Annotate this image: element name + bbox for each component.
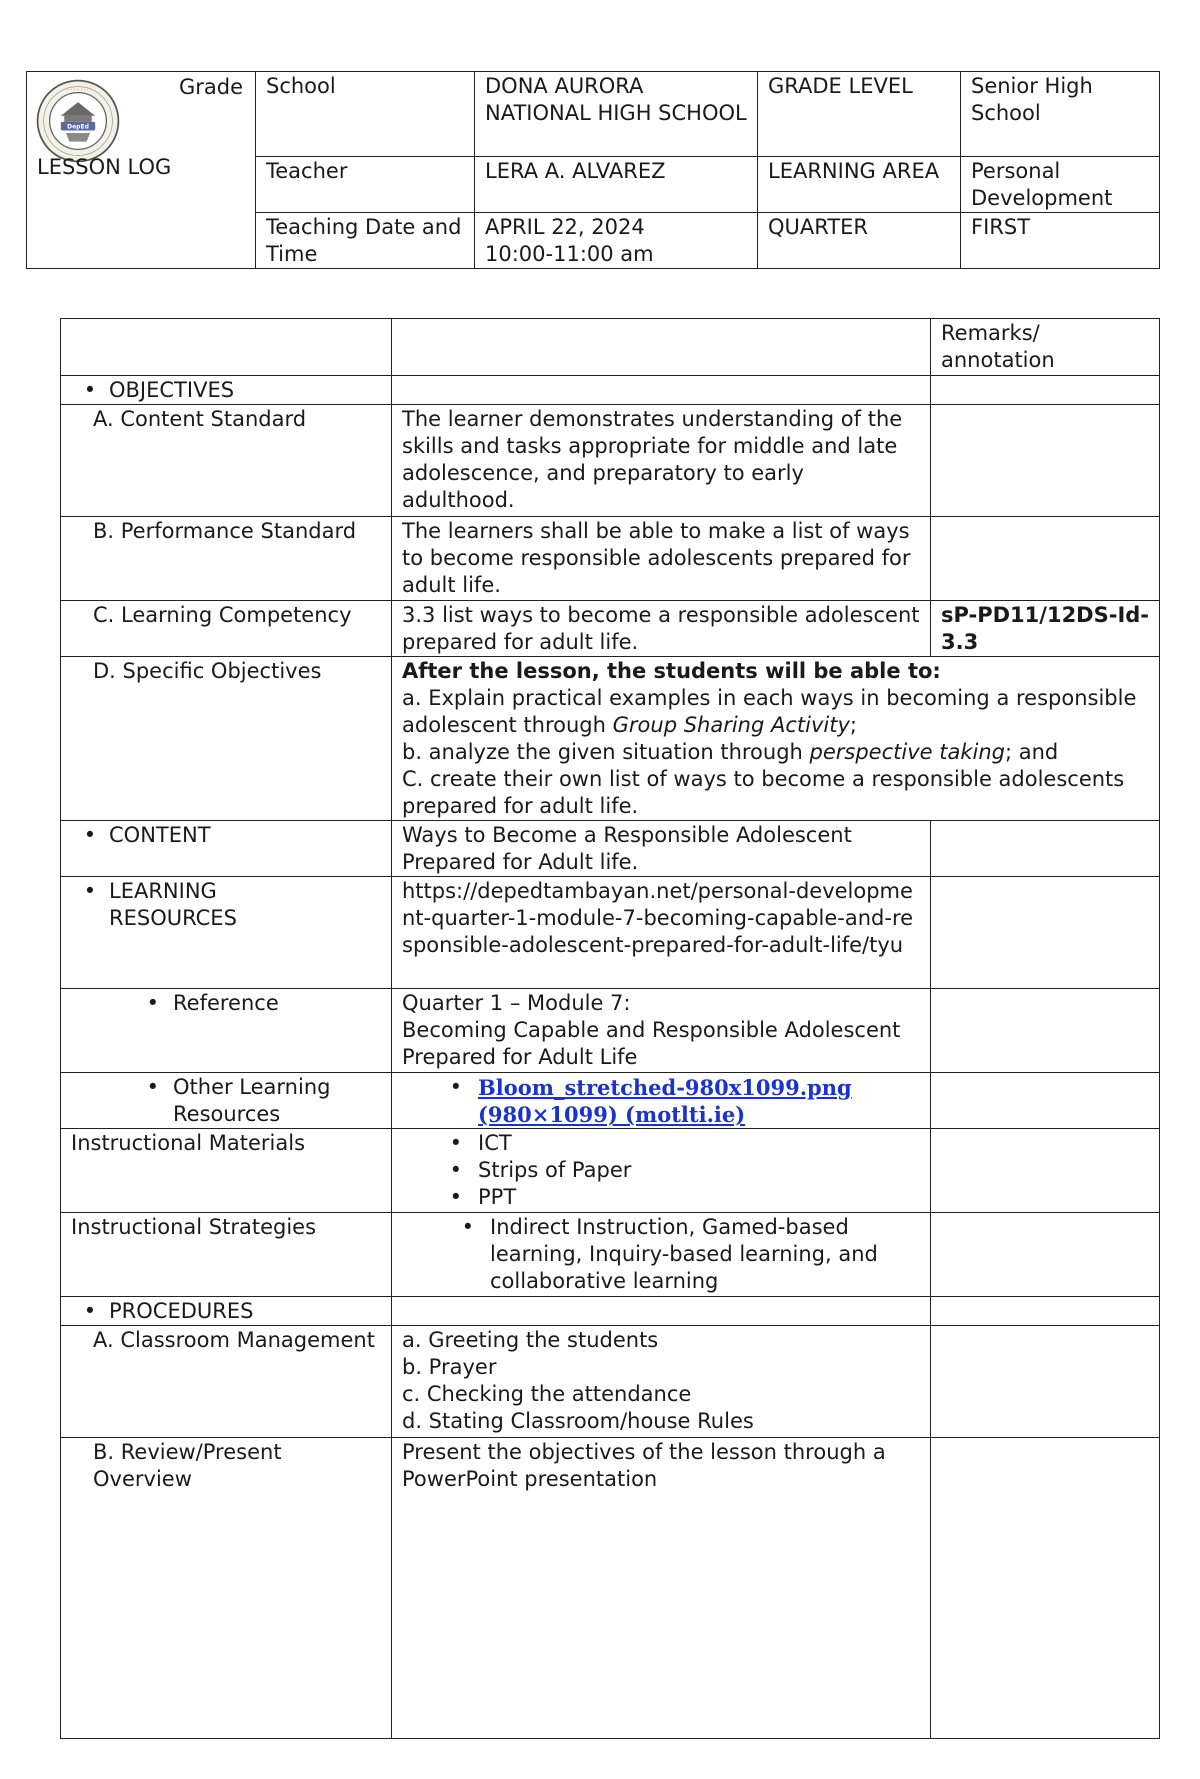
materials-label: Instructional Materials [61,1129,392,1213]
bullet-icon: • [83,879,97,903]
strategies-label: Instructional Strategies [61,1213,392,1297]
table-row [61,821,1160,877]
bullet-icon: • [449,1075,462,1099]
teacher-label: Teacher [256,157,475,213]
content-text: Ways to Become a Responsible Adolescent Prepared for Adult life. [392,821,931,877]
list-item: PPT [478,1185,517,1209]
grade-level-label: GRADE LEVEL [758,72,961,157]
school-label: School [256,72,475,157]
list-item: d. Stating Classroom/house Rules [402,1409,754,1433]
specific-a [402,685,1149,739]
empty-cell [931,517,1160,601]
table-row [61,1213,1160,1297]
specific-a-post: ; [849,713,857,737]
content-cell [61,821,392,877]
header-blank-2 [392,319,931,376]
resources-label: LEARNING RESOURCES [109,879,237,930]
school-seal-logo [35,78,121,164]
grade-lesson-log-cell [27,72,256,269]
specific-b-post: ; and [1004,740,1059,764]
bloom-image-link[interactable]: Bloom_stretched-980x1099.png (980×1099) (motlti.ie) [478,1075,852,1127]
bullet-icon: • [83,378,97,402]
specific-b-pre: b. analyze the given situation through [402,740,810,764]
classroom-label: A. Classroom Management [61,1326,392,1438]
empty-cell [392,1297,931,1326]
bullet-icon: • [83,823,97,847]
school-value: DONA AURORA NATIONAL HIGH SCHOOL [475,72,758,157]
other-resources-label: Other Learning Resources [173,1075,331,1126]
table-row [61,1073,1160,1129]
resources-url: https://depedtambayan.net/personal-development-quarter-1-module-7-becoming-capable-and-responsible-adolescent-prepared-for-adult-life/tyu [392,877,931,989]
lesson-plan-table [60,318,1160,1739]
quarter-value: FIRST [961,213,1160,269]
list-item: c. Checking the attendance [402,1382,692,1406]
grade-level-value: Senior High School [961,72,1160,157]
svg-text:DepEd: DepEd [67,123,89,131]
bullet-icon: • [461,1215,474,1239]
learning-area-label: LEARNING AREA [758,157,961,213]
strategies-cell [392,1213,931,1297]
bullet-icon: • [146,1075,159,1099]
table-row [61,1297,1160,1326]
list-item: b. Prayer [402,1355,497,1379]
review-label: B. Review/Present Overview [61,1438,392,1739]
empty-cell [931,376,1160,405]
performance-standard-text: The learners shall be able to make a list of ways to become responsible adolescents prepared for adult life. [392,517,931,601]
procedures-label: PROCEDURES [109,1299,254,1323]
competency-label: C. Learning Competency [61,601,392,657]
competency-code-text: sP-PD11/12DS-Id-3.3 [941,603,1150,654]
table-row [61,517,1160,601]
table-row [61,877,1160,989]
header-table [26,71,1160,269]
list-item: a. Greeting the students [402,1328,659,1352]
teaching-date-label: Teaching Date and Time [256,213,475,269]
lesson-log-label: LESSON LOG [37,155,172,179]
empty-cell [931,1326,1160,1438]
header-blank-1 [61,319,392,376]
reference-text [392,989,931,1073]
teaching-date-value: APRIL 22, 2024 [485,215,645,239]
specific-objectives-label: D. Specific Objectives [61,657,392,821]
reference-cell [61,989,392,1073]
table-row [61,1438,1160,1739]
performance-standard-label: B. Performance Standard [61,517,392,601]
competency-text: 3.3 list ways to become a responsible adolescent prepared for adult life. [392,601,931,657]
specific-intro: After the lesson, the students will be able to: [402,659,941,683]
competency-code [931,601,1160,657]
specific-a-em: Group Sharing Activity [612,713,850,737]
empty-cell [931,989,1160,1073]
specific-a-pre: a. Explain practical examples in each ways in becoming a responsible adolescent through [402,686,1137,737]
empty-cell [931,405,1160,517]
teacher-value: LERA A. ALVAREZ [475,157,758,213]
specific-b-em: perspective taking [809,740,1005,764]
content-label: CONTENT [109,823,211,847]
empty-cell [931,1129,1160,1213]
resources-cell [61,877,392,989]
grade-label: Grade [178,75,243,99]
learning-area-value: Personal Development [961,157,1160,213]
table-row [61,376,1160,405]
table-row [61,1129,1160,1213]
objectives-label: OBJECTIVES [109,378,235,402]
empty-cell [931,877,1160,989]
bullet-icon: • [83,1299,97,1323]
empty-cell [931,821,1160,877]
svg-text:· · · · · · ·: · · · · · · · [67,86,89,93]
table-row [61,405,1160,517]
bullet-icon: • [449,1185,462,1209]
empty-cell [931,1438,1160,1739]
specific-b [402,739,1149,766]
reference-line1: Quarter 1 – Module 7: [402,991,631,1015]
empty-cell [392,376,931,405]
empty-cell [931,1213,1160,1297]
other-resources-links [392,1073,931,1129]
reference-label: Reference [173,991,279,1015]
list-item: ICT [478,1131,512,1155]
table-row [61,989,1160,1073]
reference-line2: Becoming Capable and Responsible Adolescent Prepared for Adult Life [402,1018,901,1069]
table-row [61,601,1160,657]
teaching-time-value: 10:00-11:00 am [485,242,654,266]
table-row [61,1326,1160,1438]
quarter-label: QUARTER [758,213,961,269]
bullet-icon: • [449,1131,462,1155]
remarks-header: Remarks/ annotation [931,319,1160,376]
content-standard-text: The learner demonstrates understanding of the skills and tasks appropriate for middle and late adolescence, and preparatory to early adulthood. [392,405,931,517]
specific-objectives-text [392,657,1160,821]
table-row [61,319,1160,376]
teaching-date-cell [475,213,758,269]
strategies-text: Indirect Instruction, Gamed-based learning, Inquiry-based learning, and collaborative learning [490,1215,878,1293]
objectives-cell [61,376,392,405]
materials-list-cell [392,1129,931,1213]
content-standard-label: A. Content Standard [61,405,392,517]
empty-cell [931,1297,1160,1326]
list-item: Strips of Paper [478,1158,632,1182]
procedures-cell [61,1297,392,1326]
empty-cell [931,1073,1160,1129]
table-row [61,657,1160,821]
review-text: Present the objectives of the lesson through a PowerPoint presentation [392,1438,931,1739]
bullet-icon: • [146,991,159,1015]
other-resources-cell [61,1073,392,1129]
classroom-list [392,1326,931,1438]
specific-c: C. create their own list of ways to become a responsible adolescents prepared for adult life. [402,767,1125,818]
bullet-icon: • [449,1158,462,1182]
